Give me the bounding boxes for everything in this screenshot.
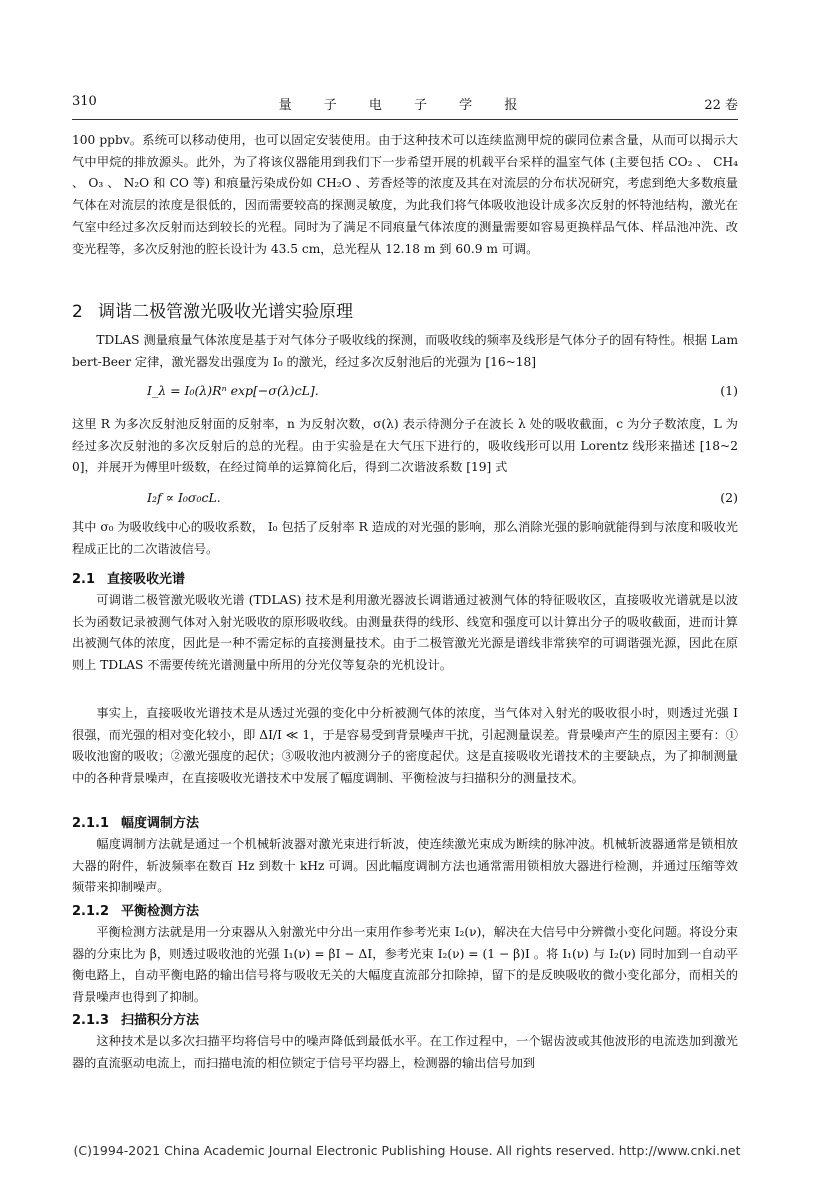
subsection-paragraph: 事实上，直接吸收光谱技术是从透过光强的变化中分析被测气体的浓度，当气体对入射光的吸收很小时，则透过光强 I 很强，而光强的相对变化较小，即 ΔI/I ≪ 1，于是容易受到背景噪声干扰，引起测量误差。背景噪声产生的原因主要有：①吸收池窗的吸收；②激光强度的起伏；③吸收池内被测分子的密度起伏。这是直接吸收光谱技术的主要缺点，为了抑制测量中的各种背景噪声，在直接吸收光谱技术中发展了幅度调制、平衡检波与扫描积分的测量技术。: [72, 706, 738, 786]
subsection-number: 2.1: [72, 572, 96, 587]
equation-1: [72, 383, 738, 405]
subsection-paragraph: 这种技术是以多次扫描平均将信号中的噪声降低到最低水平。在工作过程中，一个锯齿波或其他波形的电流迭加到激光器的直流驱动电流上，而扫描电流的相位锁定于信号平均器上，检测器的输出信号加到: [72, 1034, 738, 1070]
subsection-number: 2.1.2: [72, 904, 110, 919]
section-paragraph: 其中 σ₀ 为吸收线中心的吸收系数， I₀ 包括了反射率 R 造成的对光强的影响，那么消除光强的影响就能得到与浓度和吸收光程成正比的二次谐波信号。: [72, 520, 738, 556]
section-heading: [72, 297, 353, 322]
equation-number: (2): [720, 490, 738, 505]
subsection-number: 2.1.3: [72, 1013, 110, 1028]
subsection-title: 扫描积分方法: [121, 1013, 200, 1028]
subsection-title: 幅度调制方法: [121, 816, 200, 831]
page-number: 310: [72, 94, 97, 109]
section-number: 2: [72, 302, 83, 322]
subsection-paragraph: 幅度调制方法就是通过一个机械斩波器对激光束进行斩波，使连续激光束成为断续的脉冲波。机械斩波器通常是锁相放大器的附件，斩波频率在数百 Hz 到数十 kHz 可调。因此幅度调制方法也通常需用锁相放大器进行检测，并通过压缩等效频带来抑制噪声。: [72, 837, 738, 895]
section-paragraph: 这里 R 为多次反射池反射面的反射率，n 为反射次数，σ(λ) 表示待测分子在波长 λ 处的吸收截面，c 为分子数浓度，L 为经过多次反射池的多次反射后的总的光程。由于实验是在大气压下进行的，吸收线形可以用 Lorentz 线形来描述 [18~20]，并展开为傅里叶级数，在经过简单的运算简化后，得到二次谐波系数 [19] 式: [72, 417, 738, 475]
journal-name: 量 子 电 子 学 报: [278, 98, 532, 113]
section-paragraph: TDLAS 测量痕量气体浓度是基于对气体分子吸收线的探测，而吸收线的频率及线形是气体分子的固有特性。根据 Lambert-Beer 定律，激光器发出强度为 I₀ 的激光，经过多次反射池后的光强为 [16~18]: [72, 333, 738, 369]
subsection-title: 直接吸收光谱: [107, 572, 186, 587]
subsection-paragraph: 可调谐二极管激光吸收光谱 (TDLAS) 技术是利用激光器波长调谐通过被测气体的特征吸收区，直接吸收光谱就是以波长为函数记录被测气体对入射光吸收的原形吸收线。由测量获得的线形、线宽和强度可以计算出分子的吸收截面，进而计算出被测气体的浓度，因此是一种不需定标的直接测量技术。由于二极管激光光源是谱线非常狭窄的可调谐强光源，因此在原则上 TDLAS 不需要传统光谱测量中所用的分光仪等复杂的光机设计。: [72, 593, 738, 673]
copyright-footer: (C)1994-2021 China Academic Journal Electronic Publishing House. All rights reserved. http://www.cnki.net: [73, 1143, 741, 1158]
equation-number: (1): [720, 383, 738, 398]
volume-label: 22 卷: [704, 98, 738, 113]
equation-2: [72, 490, 738, 512]
subsection-heading: [72, 568, 185, 587]
subsection-number: 2.1.1: [72, 816, 110, 831]
subsection-heading: [72, 812, 199, 831]
subsection-paragraph: 平衡检测方法就是用一分束器从入射激光中分出一束用作参考光束 I₂(ν)，解决在大信号中分辨微小变化问题。将设分束器的分束比为 β，则透过吸收池的光强 I₁(ν) = βI − ΔI，参考光束 I₂(ν) = (1 − β)I 。将 I₁(ν) 与 I₂(ν) 同时加到一自动平衡电路上，自动平衡电路的输出信号将与吸收无关的大幅度直流部分扣除掉，留下的是反映吸收的微小变化部分，而相关的背景噪声也得到了抑制。: [72, 925, 738, 1005]
subsection-heading: [72, 1009, 199, 1028]
header-rule: [72, 119, 738, 120]
subsection-heading: [72, 900, 199, 919]
running-header: [72, 94, 738, 114]
subsection-title: 平衡检测方法: [121, 904, 200, 919]
equation-body: I_λ = I₀(λ)Rⁿ exp[−σ(λ)cL].: [147, 383, 319, 398]
intro-paragraph: 100 ppbv。系统可以移动使用，也可以固定安装使用。由于这种技术可以连续监测甲烷的碳同位素含量，从而可以揭示大气中甲烷的排放源头。此外，为了将该仪器能用到我们下一步希望开展的机载平台采样的温室气体 (主要包括 CO₂ 、 CH₄ 、 O₃ 、 N₂O 和 CO 等) 和痕量污染成份如 CH₂O 、芳香烃等的浓度及其在对流层的分布状况研究，考虑到绝大多数痕量气体在对流层的浓度是很低的，因而需要较高的探测灵敏度，为此我们将气体吸收池设计成多次反射的怀特池结构，激光在气室中经过多次反射而达到较长的光程。同时为了满足不同痕量气体浓度的测量需要如容易更换样品气体、样品池冲洗、改变光程等，多次反射池的腔长设计为 43.5 cm，总光程从 12.18 m 到 60.9 m 可调。: [72, 133, 738, 256]
section-title: 调谐二极管激光吸收光谱实验原理: [98, 302, 353, 322]
equation-body: I₂f ∝ I₀σ₀cL.: [147, 490, 221, 505]
